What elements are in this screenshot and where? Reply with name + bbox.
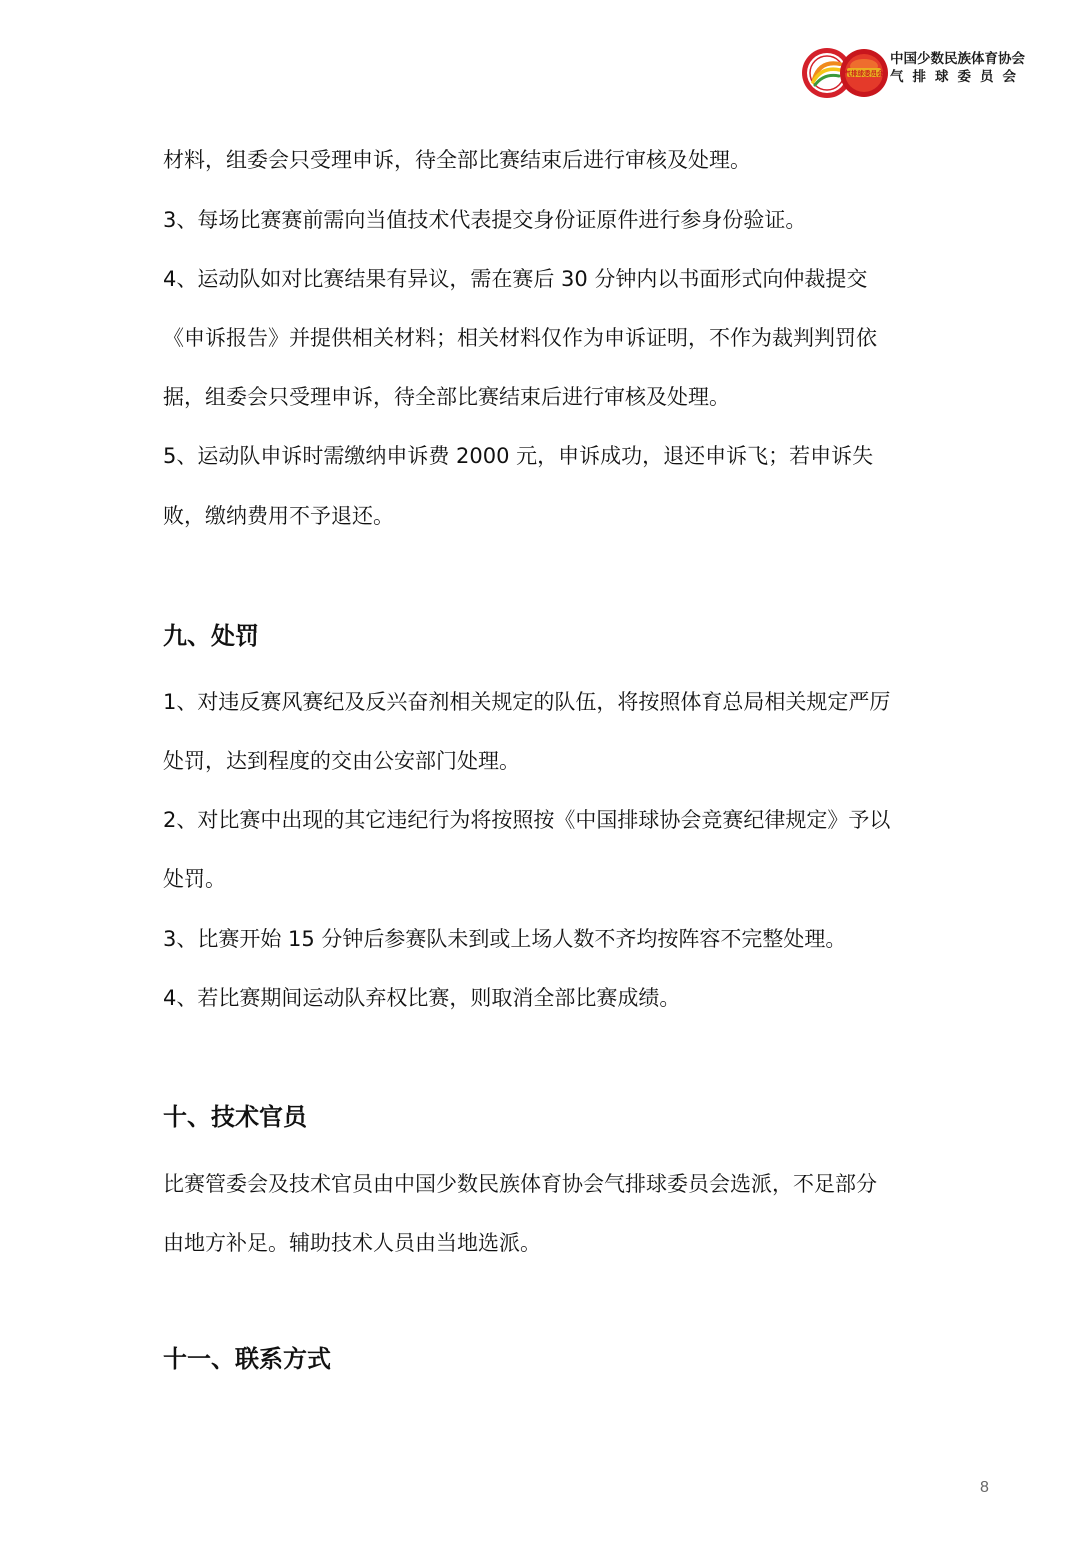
org-name-line2: 气排球委员会	[890, 69, 1025, 85]
section-heading-9: 九、处罚	[163, 622, 259, 650]
page-number: 8	[980, 1479, 989, 1496]
section9-item1-line1: 1、对违反赛风赛纪及反兴奋剂相关规定的队伍，将按照体育总局相关规定严厉	[163, 690, 891, 714]
section10-line2: 由地方补足。辅助技术人员由当地选派。	[163, 1231, 541, 1255]
logo-badge-text: 气排球委员会	[844, 69, 884, 78]
paragraph-item-5-line1: 5、运动队申诉时需缴纳申诉费 2000 元，申诉成功，退还申诉飞；若申诉失	[163, 444, 874, 468]
section9-item2-line2: 处罚。	[163, 867, 226, 891]
section9-item1-line2: 处罚，达到程度的交由公安部门处理。	[163, 749, 520, 773]
logo-text	[890, 50, 1050, 86]
paragraph-item-4-line2: 《申诉报告》并提供相关材料；相关材料仅作为申诉证明，不作为裁判判罚依	[163, 326, 877, 350]
section-heading-10: 十、技术官员	[163, 1103, 307, 1131]
paragraph-continuation: 材料，组委会只受理申诉，待全部比赛结束后进行审核及处理。	[163, 148, 751, 172]
section9-item2-line1: 2、对比赛中出现的其它违纪行为将按照按《中国排球协会竞赛纪律规定》予以	[163, 808, 891, 832]
section10-line1: 比赛管委会及技术官员由中国少数民族体育协会气排球委员会选派，不足部分	[163, 1172, 877, 1196]
section9-item3: 3、比赛开始 15 分钟后参赛队未到或上场人数不齐均按阵容不完整处理。	[163, 927, 847, 951]
association-emblem-icon	[800, 46, 896, 100]
section-heading-11: 十一、联系方式	[163, 1345, 331, 1373]
paragraph-item-3: 3、每场比赛赛前需向当值技术代表提交身份证原件进行参身份验证。	[163, 208, 807, 232]
paragraph-item-4-line3: 据，组委会只受理申诉，待全部比赛结束后进行审核及处理。	[163, 385, 730, 409]
paragraph-item-4-line1: 4、运动队如对比赛结果有异议，需在赛后 30 分钟内以书面形式向仲裁提交	[163, 267, 868, 291]
paragraph-item-5-line2: 败，缴纳费用不予退还。	[163, 504, 394, 528]
header-logo	[800, 44, 1050, 104]
org-name-line1: 中国少数民族体育协会	[890, 51, 1025, 67]
section9-item4: 4、若比赛期间运动队弃权比赛，则取消全部比赛成绩。	[163, 986, 681, 1010]
